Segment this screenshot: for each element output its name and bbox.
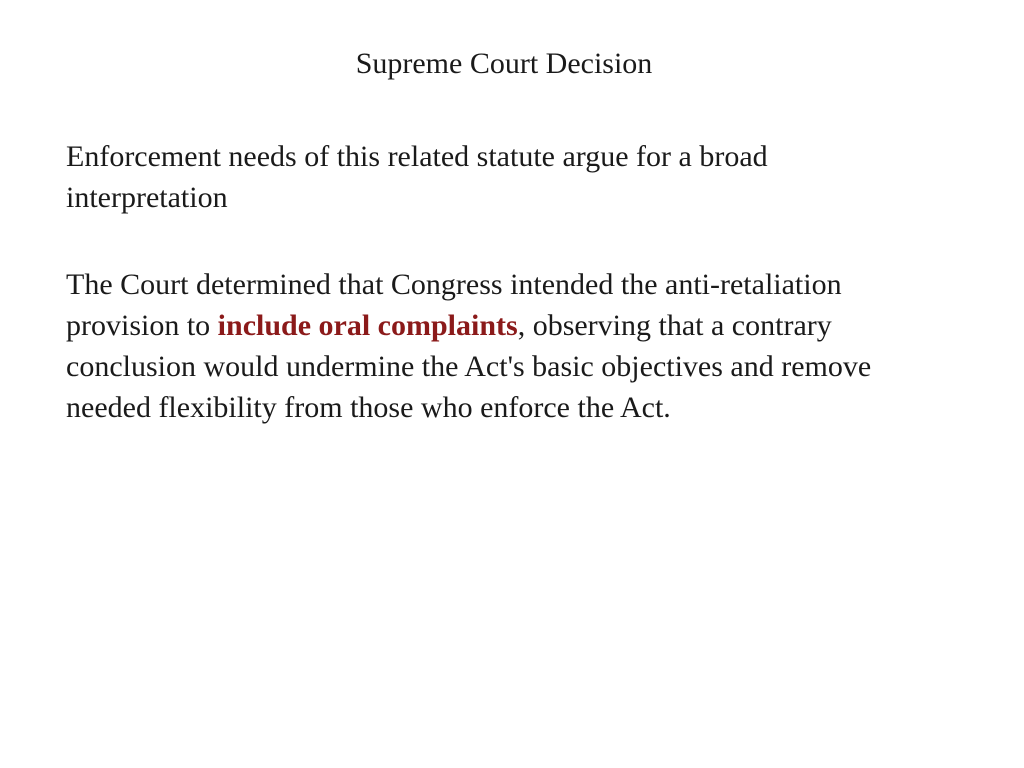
slide-title: Supreme Court Decision [355,47,653,80]
paragraph-text-before: The Court determined that Congress intended the anti-retaliation provision to [66,268,842,342]
highlighted-phrase: include oral complaints [217,309,518,342]
paragraph-court-determination [66,264,926,428]
paragraph-text-after: , observing that a contrary conclusion would undermine the Act's basic objectives and remove needed flexibility from those who enforce the Act. [66,309,872,424]
paragraph-enforcement: Enforcement needs of this related statute argue for a broad interpretation [66,140,768,214]
